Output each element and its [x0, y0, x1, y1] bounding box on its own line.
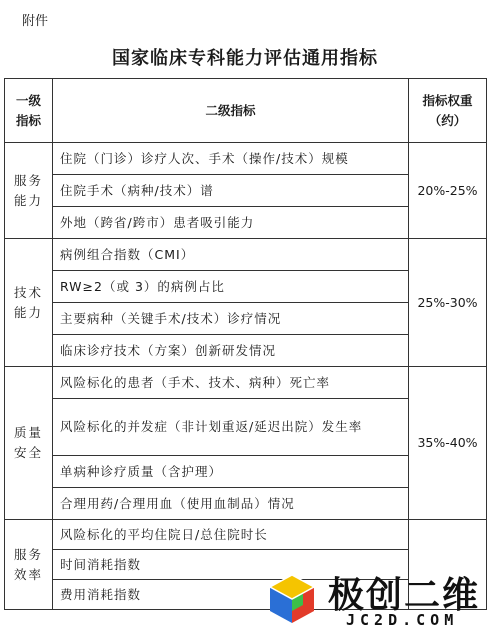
category-line: 安全 — [13, 445, 43, 460]
table-row — [5, 239, 487, 271]
category-line: 效率 — [13, 566, 43, 582]
category-line: 技术 — [13, 284, 43, 300]
indicator-table — [4, 78, 487, 610]
table-row — [5, 520, 487, 550]
category-line: 质量 — [13, 425, 43, 440]
indicator-cell: 单病种诊疗质量（含护理） — [53, 456, 409, 488]
annex-label: 附件 — [22, 14, 49, 29]
indicator-cell: 临床诊疗技术（方案）创新研发情况 — [53, 335, 409, 367]
table-header-row — [5, 79, 487, 143]
category-line: 服务 — [13, 546, 43, 562]
watermark-url: JC2D.COM — [346, 611, 459, 629]
document-title: 国家临床专科能力评估通用指标 — [112, 48, 378, 69]
indicator-cell: 风险标化的平均住院日/总住院时长 — [53, 520, 409, 550]
indicator-cell: 时间消耗指数 — [53, 550, 409, 580]
header-weight-line1: 指标权重 — [422, 92, 473, 108]
indicator-cell: 风险标化的并发症（非计划重返/延迟出院）发生率 — [53, 399, 409, 456]
category-line: 能力 — [13, 192, 43, 208]
indicator-cell: 住院（门诊）诊疗人次、手术（操作/技术）规模 — [53, 143, 409, 175]
category-line: 能力 — [13, 304, 43, 320]
cube-logo-icon — [262, 569, 322, 629]
indicator-cell: 外地（跨省/跨市）患者吸引能力 — [53, 207, 409, 239]
indicator-cell: 风险标化的患者（手术、技术、病种）死亡率 — [53, 367, 409, 399]
indicator-cell: 费用消耗指数 — [53, 580, 409, 610]
indicator-cell: 住院手术（病种/技术）谱 — [53, 175, 409, 207]
category-quality-safety — [5, 367, 53, 520]
indicator-cell: RW≥2（或 3）的病例占比 — [53, 271, 409, 303]
watermark-logo — [258, 565, 486, 633]
indicator-cell: 病例组合指数（CMI） — [53, 239, 409, 271]
indicator-cell: 主要病种（关键手术/技术）诊疗情况 — [53, 303, 409, 335]
category-line: 服务 — [13, 172, 43, 188]
header-weight — [409, 79, 487, 143]
indicator-cell: 合理用药/合理用血（使用血制品）情况 — [53, 488, 409, 520]
header-weight-line2: （约） — [428, 112, 467, 128]
table-row — [5, 367, 487, 399]
header-level1-line2: 指标 — [15, 112, 41, 128]
category-technical-capacity — [5, 239, 53, 367]
category-service-efficiency — [5, 520, 53, 610]
header-level2: 二级指标 — [53, 79, 409, 143]
watermark-name: 极创二维 — [328, 574, 481, 615]
category-service-capacity — [5, 143, 53, 239]
weight-cell: 35%-40% — [409, 367, 487, 520]
weight-cell: 25%-30% — [409, 239, 487, 367]
header-level1-line1: 一级 — [15, 92, 41, 108]
header-level1 — [5, 79, 53, 143]
weight-cell: 20%-25% — [409, 143, 487, 239]
table-row — [5, 143, 487, 175]
